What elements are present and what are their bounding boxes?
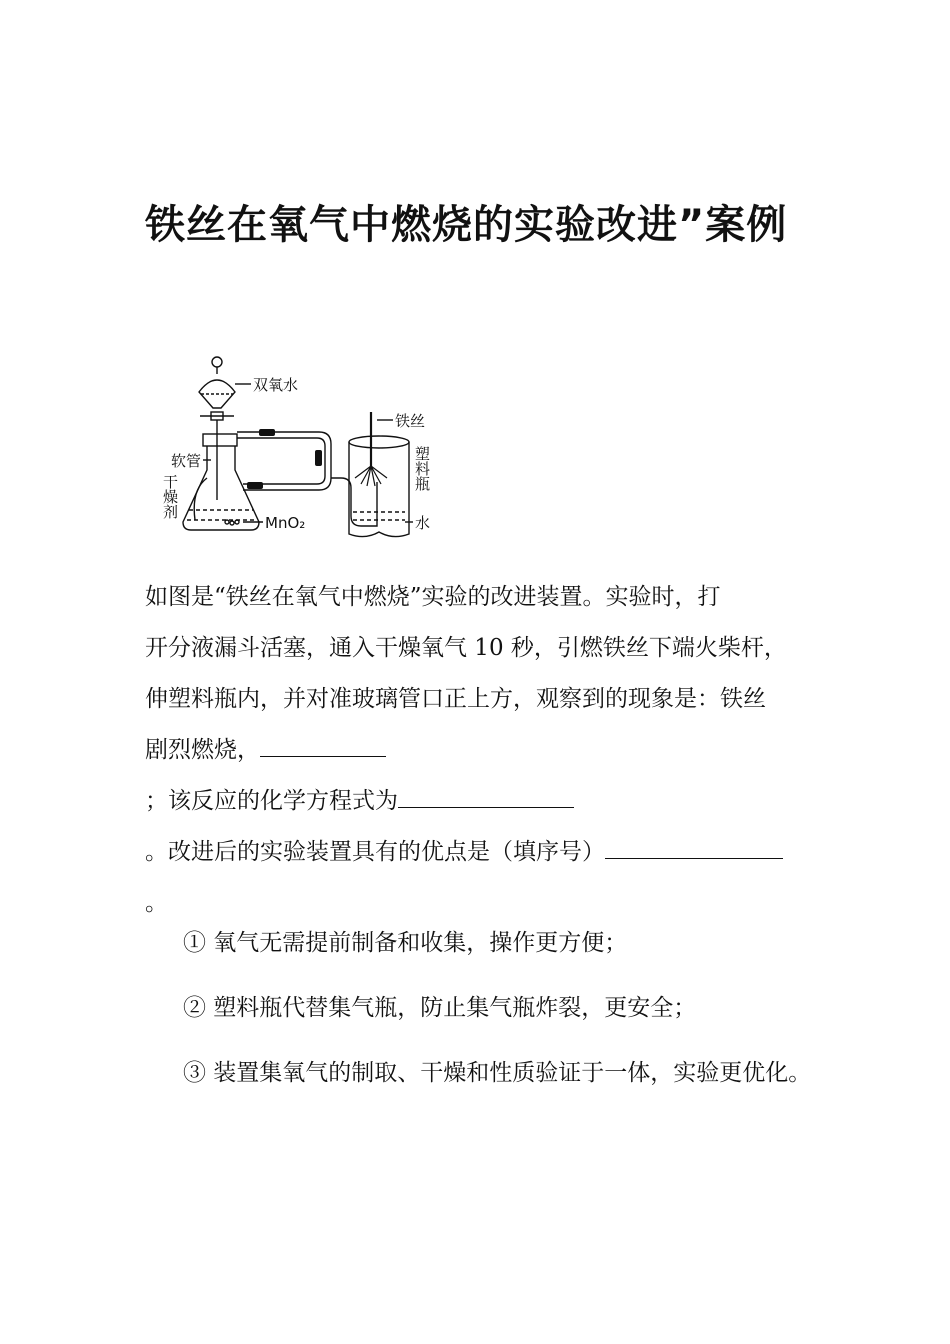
- paragraph-line: 开分液漏斗活塞，通入干燥氧气 10 秒，引燃铁丝下端火柴杆，: [145, 635, 787, 661]
- paragraph-line: [145, 776, 805, 827]
- paragraph-text: ；该反应的化学方程式为: [145, 788, 398, 814]
- apparatus-svg: [155, 350, 445, 550]
- label-hydrogen-peroxide: 双氧水: [253, 376, 299, 394]
- paragraph-line: 如图是“铁丝在氧气中燃烧”实验的改进装置。实验时，打: [145, 584, 721, 610]
- answer-blank-equation[interactable]: [398, 785, 574, 808]
- option-item: ③ 装置集氧气的制取、干燥和性质验证于一体，实验更优化。: [183, 1060, 812, 1086]
- option-item: ② 塑料瓶代替集气瓶，防止集气瓶炸裂，更安全；: [183, 995, 697, 1021]
- page-title: 铁丝在氧气中燃烧的实验改进”案例: [145, 202, 788, 248]
- label-iron-wire: 铁丝: [395, 412, 426, 430]
- label-soft-tube: 软管: [171, 452, 202, 470]
- label-desiccant: 干燥剂: [161, 474, 179, 519]
- apparatus-diagram: [155, 350, 445, 550]
- option-item: ① 氧气无需提前制备和收集，操作更方便；: [183, 930, 628, 956]
- paragraph-line: 伸塑料瓶内，并对准玻璃管口正上方，观察到的现象是：铁丝: [145, 686, 766, 712]
- paragraph-text: 。改进后的实验装置具有的优点是（填序号）: [145, 839, 605, 865]
- paragraph-line: [145, 827, 805, 878]
- paragraph-line: [145, 725, 805, 776]
- label-plastic-bottle: 塑料瓶: [413, 446, 431, 491]
- answer-blank-phenomenon[interactable]: [260, 734, 386, 757]
- label-water: 水: [415, 514, 431, 532]
- paragraph-text: 剧烈燃烧，: [145, 737, 260, 763]
- options-list: [145, 918, 815, 1113]
- answer-blank-advantages[interactable]: [605, 836, 783, 859]
- label-mno2: MnO₂: [265, 514, 306, 532]
- paragraph-line: 。: [145, 890, 168, 916]
- question-paragraph: [145, 572, 805, 929]
